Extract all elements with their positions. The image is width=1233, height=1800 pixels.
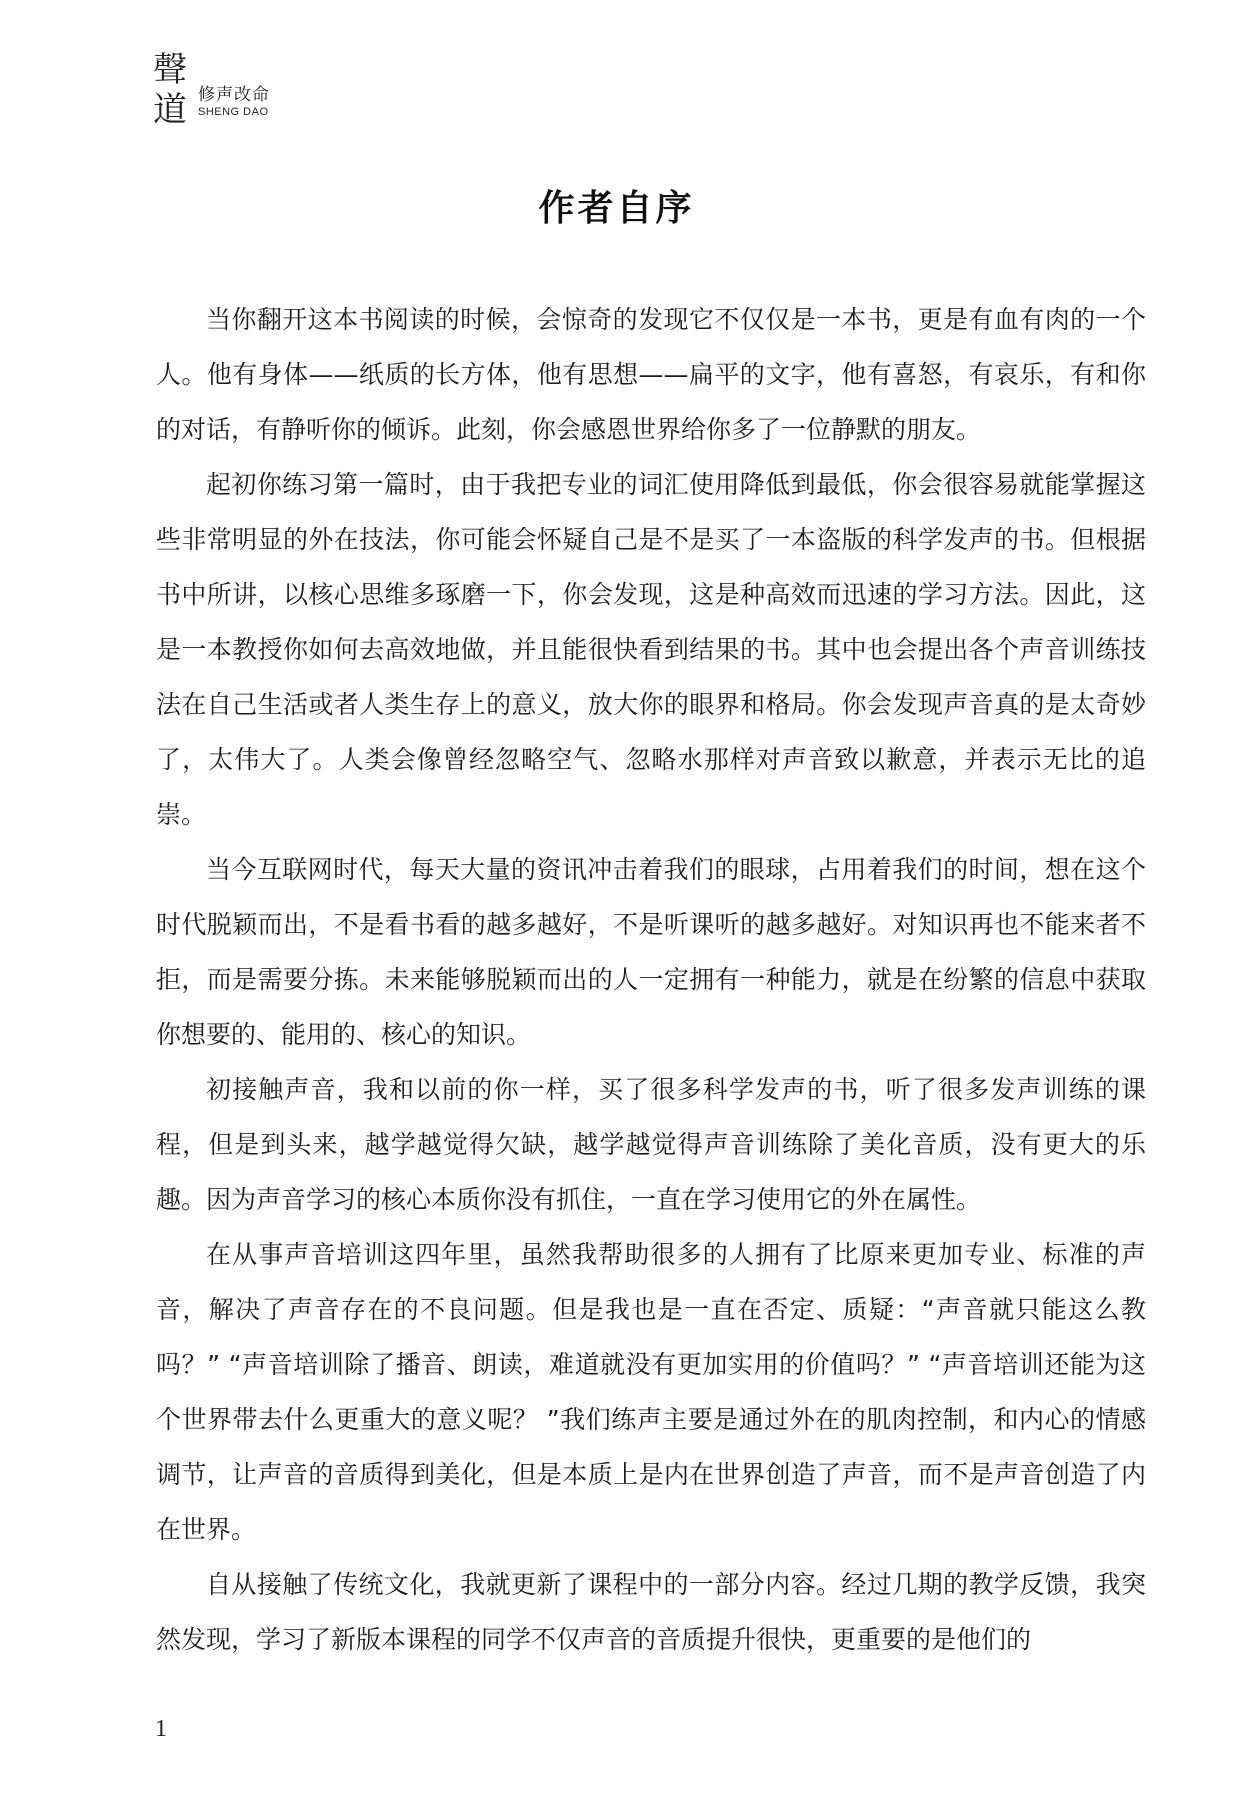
paragraph-1: 当你翻开这本书阅读的时候，会惊奇的发现它不仅仅是一本书，更是有血有肉的一个人。他有身体——纸质的长方体，他有思想——扁平的文字，他有喜怒，有哀乐，有和你的对话，有静听你的倾诉。此刻，你会感恩世界给你多了一位静默的朋友。 [156, 305, 1146, 444]
paragraph-6: 自从接触了传统文化，我就更新了课程中的一部分内容。经过几期的教学反馈，我突然发现，学习了新版本课程的同学不仅声音的音质提升很快，更重要的是他们的 [156, 1570, 1146, 1654]
paragraph-2: 起初你练习第一篇时，由于我把专业的词汇使用降低到最低，你会很容易就能掌握这些非常明显的外在技法，你可能会怀疑自己是不是买了一本盗版的科学发声的书。但根据书中所讲，以核心思维多琢磨一下，你会发现，这是种高效而迅速的学习方法。因此，这是一本教授你如何去高效地做，并且能很快看到结果的书。其中也会提出各个声音训练技法在自己生活或者人类生存上的意义，放大你的眼界和格局。你会发现声音真的是太奇妙了，太伟大了。人类会像曾经忽略空气、忽略水那样对声音致以歉意，并表示无比的追崇。 [156, 470, 1146, 829]
logo-brand-en: SHENG DAO [198, 106, 269, 118]
logo [148, 50, 308, 140]
paragraph-4: 初接触声音，我和以前的你一样，买了很多科学发声的书，听了很多发声训练的课程，但是到头来，越学越觉得欠缺，越学越觉得声音训练除了美化音质，没有更大的乐趣。因为声音学习的核心本质你没有抓住，一直在学习使用它的外在属性。 [156, 1075, 1146, 1214]
body-text [156, 292, 1146, 1667]
logo-slogan: 修声改命 [198, 85, 270, 105]
logo-char-dao: 道 [153, 90, 187, 130]
page-title: 作者自序 [538, 188, 695, 229]
logo-mark [148, 50, 192, 130]
page-number: 1 [155, 1716, 167, 1742]
paragraph-5: 在从事声音培训这四年里，虽然我帮助很多的人拥有了比原来更加专业、标准的声音，解决了声音存在的不良问题。但是我也是一直在否定、质疑：“声音就只能这么教吗？” “声音培训除了播音、朗读，难道就没有更加实用的价值吗？” “声音培训还能为这个世界带去什么更重大的意义呢？ ”我们练声主要是通过外在的肌肉控制，和内心的情感调节，让声音的音质得到美化，但是本质上是内在世界创造了声音，而不是声音创造了内在世界。 [156, 1240, 1146, 1544]
logo-char-sheng: 聲 [153, 50, 187, 90]
paragraph-3: 当今互联网时代，每天大量的资讯冲击着我们的眼球，占用着我们的时间，想在这个时代脱颖而出，不是看书看的越多越好，不是听课听的越多越好。对知识再也不能来者不拒，而是需要分拣。未来能够脱颖而出的人一定拥有一种能力，就是在纷繁的信息中获取你想要的、能用的、核心的知识。 [156, 855, 1146, 1049]
